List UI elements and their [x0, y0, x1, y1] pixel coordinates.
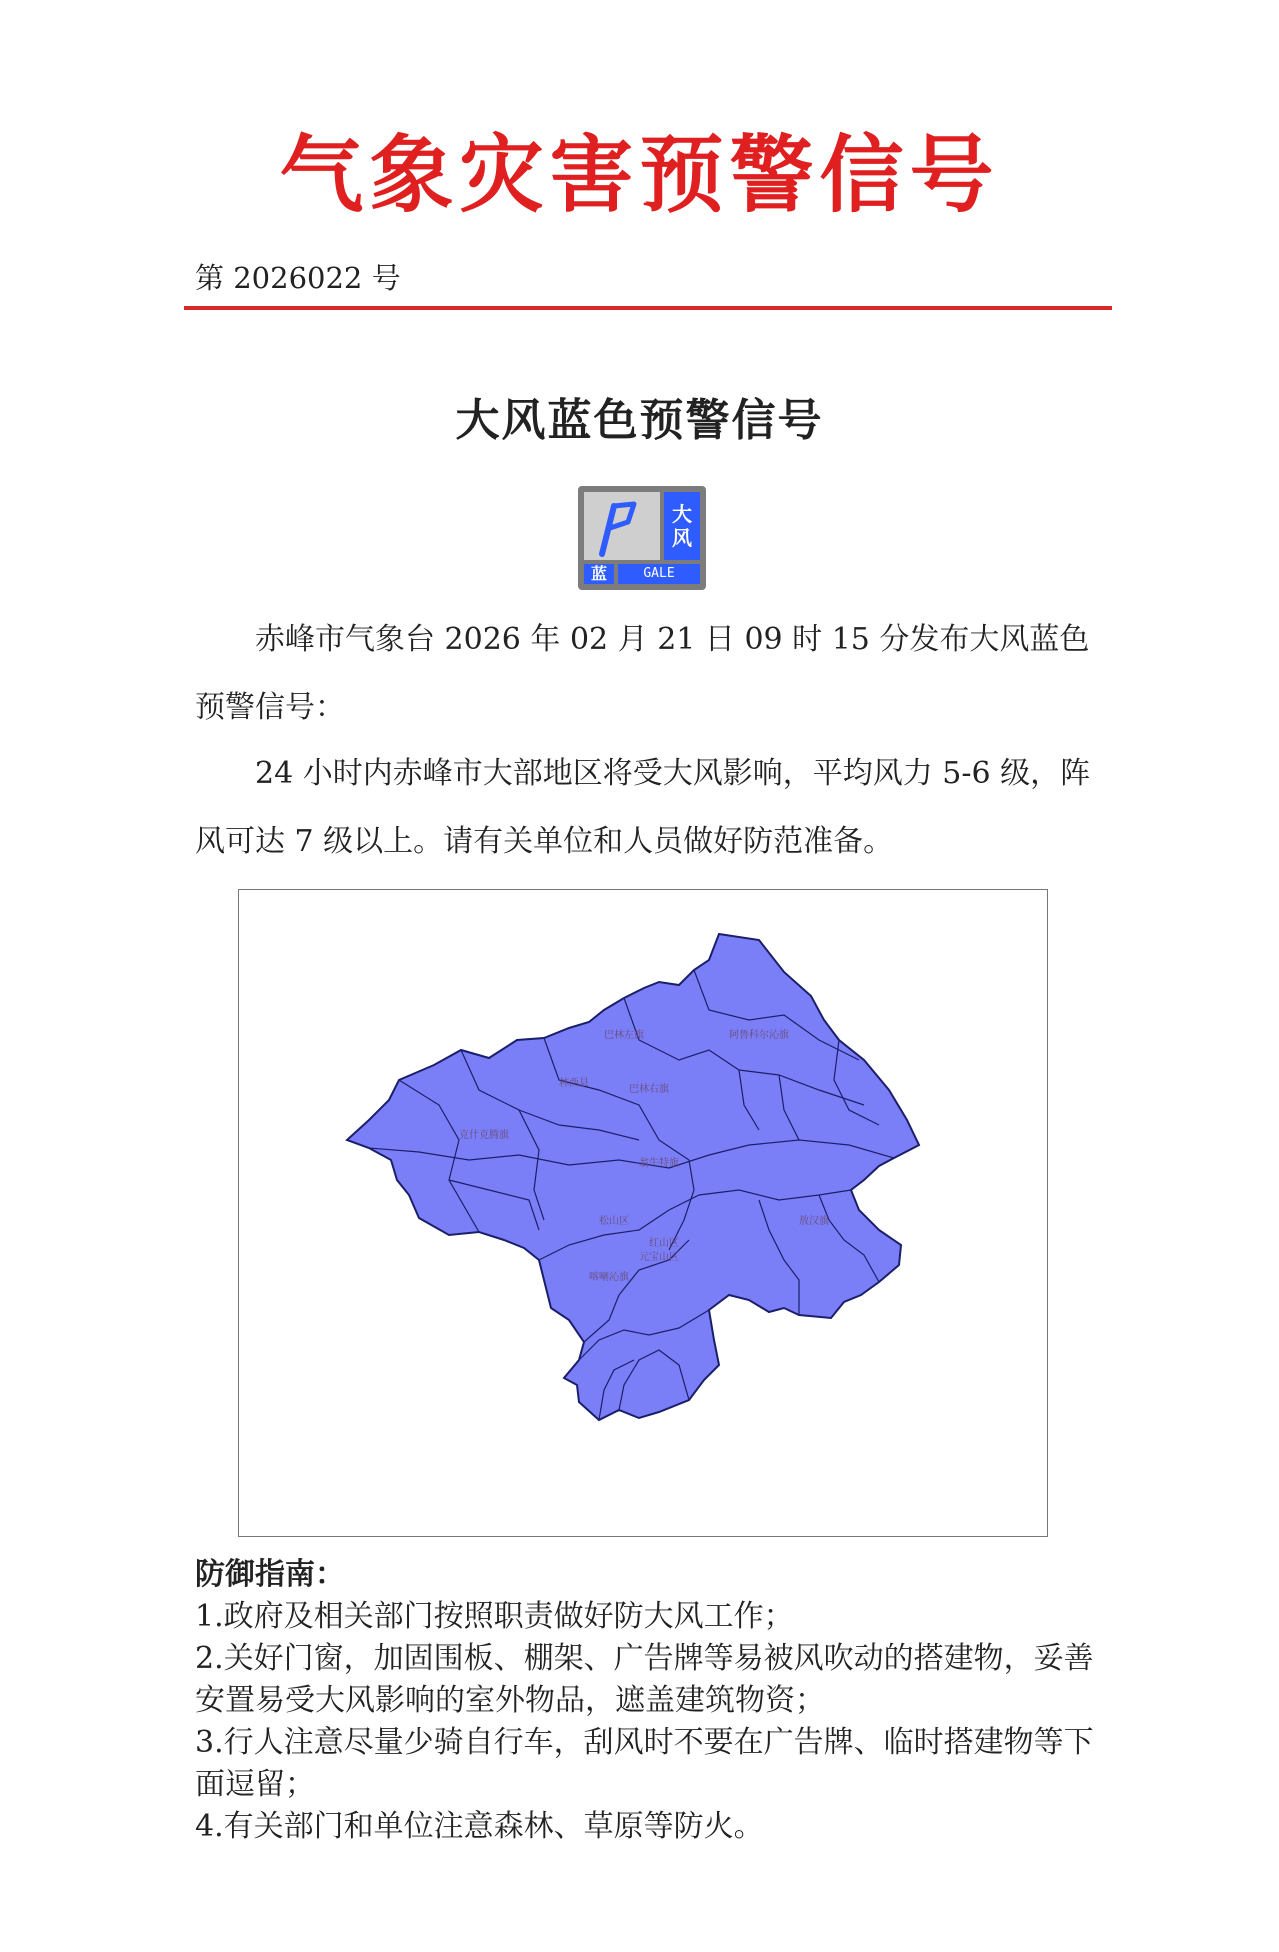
badge-char-top: 大: [672, 502, 692, 526]
guide-item: 1.政府及相关部门按照职责做好防大风工作；: [195, 1599, 794, 1634]
map-label-5: 翁牛特旗: [639, 1158, 679, 1169]
issue-paragraph: 赤峰市气象台 2026 年 02 月 21 日 09 时 15 分发布大风蓝色预警信号：: [195, 622, 1090, 725]
badge-category-text: [664, 492, 700, 560]
warning-header-title: 气象灾害预警信号: [279, 125, 1000, 224]
map-label-7: 红山区: [649, 1238, 679, 1249]
gale-blue-badge-icon: [578, 486, 706, 590]
guide-item: 4.有关部门和单位注意森林、草原等防火。: [195, 1809, 764, 1844]
map-label-1: 阿鲁科尔沁旗: [729, 1030, 789, 1041]
badge-en-label: GALE: [618, 564, 700, 584]
map-label-10: 喀喇沁旗: [589, 1272, 629, 1283]
document-number: 第 2026022 号: [195, 261, 401, 295]
map-label-0: 巴林左旗: [604, 1030, 644, 1041]
flag-icon: [584, 492, 660, 560]
map-label-8: 元宝山区: [639, 1252, 679, 1263]
guide-item: 3.行人注意尽量少骑自行车，刮风时不要在广告牌、临时搭建物等下面逗留；: [195, 1725, 1094, 1802]
map-label-4: 克什克腾旗: [459, 1130, 509, 1141]
defense-guide: [195, 1554, 1115, 1848]
map-label-9: 敖汉旗: [799, 1216, 829, 1227]
warning-area-map: [238, 889, 1048, 1537]
badge-char-bottom: 风: [672, 526, 692, 550]
badge-color-label: 蓝: [584, 564, 614, 584]
guide-item: 2.关好门窗，加固围板、棚架、广告牌等易被风吹动的搭建物，妥善安置易受大风影响的室外物品，遮盖建筑物资；: [195, 1641, 1094, 1718]
red-divider: [184, 306, 1112, 310]
chifeng-region-shape: [347, 934, 919, 1420]
forecast-paragraph: 24 小时内赤峰市大部地区将受大风影响，平均风力 5-6 级，阵风可达 7 级以上。请有关单位和人员做好防范准备。: [195, 756, 1091, 859]
map-label-6: 松山区: [599, 1216, 629, 1227]
map-label-3: 巴林右旗: [629, 1084, 669, 1095]
map-label-2: 林西县: [559, 1078, 589, 1089]
signal-title: 大风蓝色预警信号: [455, 395, 824, 446]
guide-title: 防御指南：: [195, 1557, 345, 1592]
map-svg: [239, 890, 1047, 1536]
